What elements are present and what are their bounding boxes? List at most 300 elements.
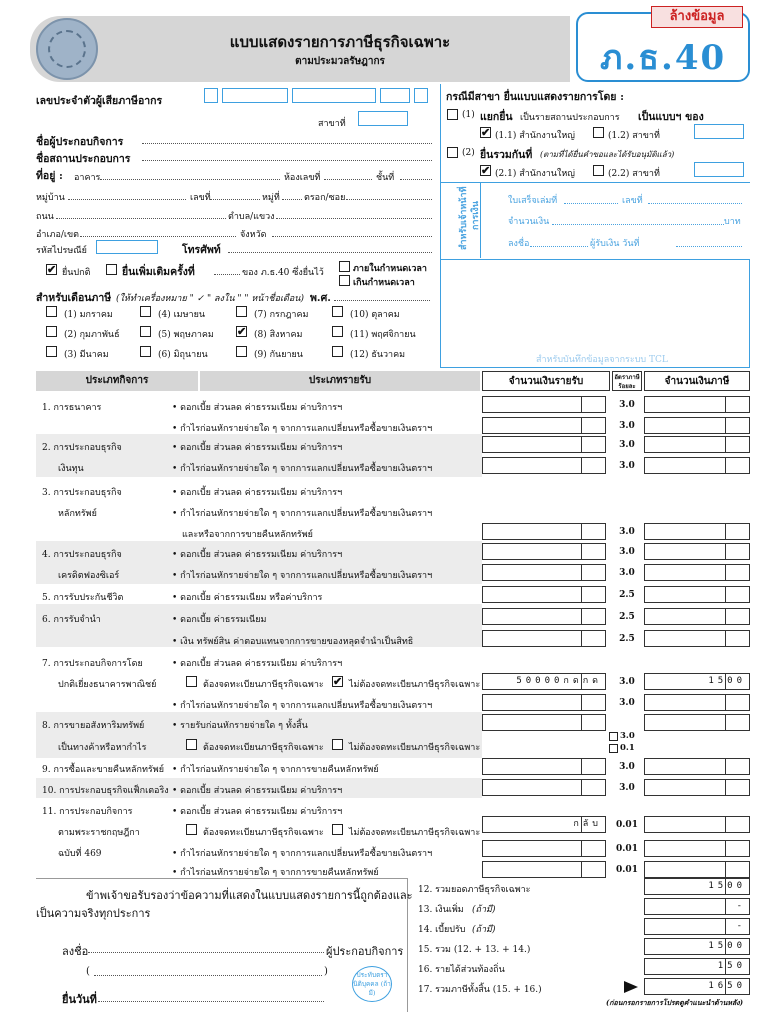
tax-amount-field[interactable] [644,608,750,625]
receipt-number-label: เลขที่ [622,196,643,206]
of-form-label: ของ ภ.ธ.40 ซึ่งยื่นไว้ [242,268,324,278]
tcl-panel-right [749,259,750,367]
date-label: ยื่นวันที่ [62,993,97,1006]
normal-filing-label: ยื่นปกติ [62,268,91,278]
income-2b: • กำไรก่อนหักรายจ่ายใด ๆ จากการแลกเปลี่ยนหรือซื้อขายเงินตราฯ [172,464,433,474]
opt12-label: (1.2) สาขาที่ [608,131,660,141]
summary-decimal-divider [725,959,726,974]
tax-decimal-divider [725,759,726,774]
income-amount-field[interactable] [482,564,606,581]
tax-amount-field[interactable] [644,816,750,833]
income-amount-field[interactable]: 50000กดกด [482,673,606,690]
village-label: หมู่บ้าน [36,193,65,203]
row8-must-register-checkbox[interactable] [186,739,197,750]
row13-label: 13. เงินเพิ่ม [418,905,464,915]
phone-label: โทรศัพท์ [182,244,221,256]
business-10: 10. การประกอบธุรกิจแฟ็กเตอริง [42,786,169,796]
opt21-label: (2.1) สำนักงานใหญ่ [495,169,575,179]
tax-decimal-divider [725,418,726,433]
past-deadline-checkbox[interactable] [339,275,350,286]
receipt-number-field[interactable] [648,203,742,204]
business-2a: 2. การประกอบธุรกิจ [42,443,122,453]
tax-id-label: เลขประจำตัวผู้เสียภาษีอากร [36,95,163,107]
amount-decimal-divider [581,674,582,689]
amount-decimal-divider [581,841,582,856]
operator-name-label: ชื่อผู้ประกอบกิจการ [36,136,124,148]
tax-amount-field[interactable]: 1500 [644,673,750,690]
tax-decimal-divider [725,841,726,856]
summary-decimal-divider [725,939,726,954]
opt22-branch-field[interactable] [694,162,744,177]
officer-sign-label: ลงชื่อ [508,239,530,249]
district-label: อำเภอ/เขต [36,230,79,240]
officer-amount-field[interactable] [552,224,724,225]
past-deadline-label: เกินกำหนดเวลา [353,278,415,288]
income-amount-field[interactable]: กลับ [482,816,606,833]
total-arrow-icon [624,981,638,993]
summary-v17-field[interactable]: 1650 [644,978,750,995]
month-label-9: (9) กันยายน [254,350,303,360]
tax-amount-field[interactable] [644,586,750,603]
month-label-12: (12) ธันวาคม [350,350,406,360]
tax-rate-value: 3.0 [619,547,635,557]
row12-label: 12. รวมยอดภาษีธุรกิจเฉพาะ [418,885,531,895]
amount-decimal-divider [581,565,582,580]
amount-decimal-divider [581,397,582,412]
row13-label-note: (ถ้ามี) [472,905,496,915]
within-deadline-label: ภายในกำหนดเวลา [353,264,427,274]
paren-close: ) [324,966,328,977]
tax-decimal-divider [725,780,726,795]
income-amount-field[interactable] [482,543,606,560]
business-7b: ปกติเยี่ยงธนาคารพาณิชย์ [58,680,157,690]
income-6a: • ดอกเบี้ย ค่าธรรมเนียม [172,615,267,625]
month-checkbox-11[interactable] [332,326,343,337]
month-checkbox-8[interactable]: ✔ [237,325,247,338]
business-name-label: ชื่อสถานประกอบการ [36,153,131,165]
phone-field[interactable] [228,252,432,253]
clear-data-button[interactable]: ล้างข้อมูล [651,6,743,28]
month-checkbox-4[interactable] [140,306,151,317]
company-stamp-area: ประทับตรา นิติบุคคล (ถ้ามี) [352,966,392,1002]
income-11a: • ดอกเบี้ย ส่วนลด ค่าธรรมเนียม ค่าบริการฯ [172,807,343,817]
amount-decimal-divider [581,780,582,795]
amount-decimal-divider [581,458,582,473]
col-tax-amount: จำนวนเงินภาษี [644,371,750,391]
opt11-label: (1.1) สำนักงานใหญ่ [495,131,575,141]
tax-decimal-divider [725,862,726,877]
officer-side-label: สำหรับเจ้าหน้าที่ [459,186,469,250]
tax-id-field-3[interactable] [292,88,376,103]
summary-v16-field[interactable]: 150 [644,958,750,975]
road-field[interactable] [56,218,226,219]
tax-rate-value: 0.01 [616,844,638,854]
operator-label: ผู้ประกอบกิจการ [326,945,404,958]
paren-open: ( [86,966,90,977]
tax-amount-field[interactable] [644,758,750,775]
income-9: • กำไรก่อนหักรายจ่ายใด ๆ จากการขายคืนหลักทรัพย์ [172,765,379,775]
separate-filing-checkbox[interactable] [447,109,458,120]
month-label-2: (2) กุมภาพันธ์ [64,330,120,340]
revenue-department-seal [36,18,98,80]
income-amount-field[interactable] [482,457,606,474]
amount-decimal-divider [581,759,582,774]
tax-rate-value: 3.0 [619,461,635,471]
month-checkbox-6[interactable] [140,346,151,357]
row11-must-register-checkbox[interactable] [186,824,197,835]
additional-filing-label: ยื่นเพิ่มเติมครั้งที่ [122,266,195,278]
tax-id-field-2[interactable] [222,88,288,103]
month-label-11: (11) พฤศจิกายน [350,330,416,340]
business-6: 6. การรับจำนำ [42,615,101,625]
income-2a: • ดอกเบี้ย ส่วนลด ค่าธรรมเนียม ค่าบริการฯ [172,443,343,453]
opt2-number: (2) [462,148,475,158]
amount-decimal-divider [581,817,582,832]
tax-amount-field[interactable] [644,543,750,560]
tax-amount-field[interactable] [644,417,750,434]
room-field[interactable] [324,179,372,180]
income-4a: • ดอกเบี้ย ส่วนลด ค่าธรรมเนียม ค่าบริการฯ [172,550,343,560]
opt12-branch-field[interactable] [694,124,744,139]
province-field[interactable] [272,236,432,237]
tax-year-field[interactable] [334,300,430,301]
income-amount-field[interactable] [482,523,606,540]
summary-v13-field[interactable]: - [644,898,750,915]
business-11c: ฉบับที่ 469 [58,849,102,859]
income-amount-field[interactable] [482,861,606,878]
month-checkbox-12[interactable] [332,346,343,357]
officer-side-label2: การเงิน [471,201,481,230]
moo-field[interactable] [282,199,302,200]
amount-decimal-divider [581,695,582,710]
opt22-checkbox[interactable] [593,165,604,176]
tax-amount-field[interactable] [644,861,750,878]
officer-baht-label: บาท [724,217,741,227]
business-5: 5. การรับประกันชีวิต [42,593,124,603]
opt1-tail: เป็นแบบฯ ของ [638,111,704,123]
tax-rate-value: 3.0 [619,762,635,772]
declaration-line1: ข้าพเจ้าขอรับรองว่าข้อความที่แสดงในแบบแสดงรายการนี้ถูกต้องและ [86,889,413,902]
col-tax-rate: อัตราภาษี ร้อยละ [612,371,642,391]
amount-decimal-divider [581,418,582,433]
income-3a: • ดอกเบี้ย ส่วนลด ค่าธรรมเนียม ค่าบริการฯ [172,488,343,498]
form-subtitle: ตามประมวลรัษฎากร [295,56,385,67]
tax-amount-field[interactable] [644,457,750,474]
amount-decimal-divider [581,524,582,539]
form-code: ภ.ธ.40 [600,38,727,78]
row17-label: 17. รวมภาษีทั้งสิ้น (15. + 16.) [418,985,542,995]
within-deadline-checkbox[interactable] [339,261,350,272]
month-checkbox-2[interactable] [46,326,57,337]
business-9: 9. การซื้อและขายคืนหลักทรัพย์ [42,765,164,775]
income-amount-field[interactable] [482,694,606,711]
tax-month-hint: (ให้ทำเครื่องหมาย " ✓ " ลงใน " " หน้าชื่อเดือน) [116,294,304,304]
tax-amount-field[interactable] [644,630,750,647]
income-1a: • ดอกเบี้ย ส่วนลด ค่าธรรมเนียม ค่าบริการฯ [172,403,343,413]
amount-decimal-divider [581,437,582,452]
footnote: (ก่อนกรอกรายการโปรดดูคำแนะนำด้านหลัง) [606,998,744,1007]
month-checkbox-5[interactable] [140,326,151,337]
month-checkbox-3[interactable] [46,346,57,357]
tax-decimal-divider [725,565,726,580]
income-1b: • กำไรก่อนหักรายจ่ายใด ๆ จากการแลกเปลี่ยนหรือซื้อขายเงินตราฯ [172,424,433,434]
tax-decimal-divider [725,631,726,646]
officer-panel-top [440,182,750,183]
building-label: อาคาร [74,173,101,183]
alley-field[interactable] [346,199,432,200]
opt21-checkbox[interactable]: ✔ [481,164,491,177]
tax-month-label: สำหรับเดือนภาษี [36,292,112,304]
form-title: แบบแสดงรายการภาษีธุรกิจเฉพาะ [229,33,451,51]
month-checkbox-10[interactable] [332,306,343,317]
income-amount-field[interactable] [482,608,606,625]
month-label-1: (1) มกราคม [64,310,113,320]
income-amount-field[interactable] [482,630,606,647]
amount-decimal-divider [581,715,582,730]
floor-field[interactable] [400,179,432,180]
subdistrict-label: ตำบล/แขวง [228,212,275,222]
officer-amount-label: จำนวนเงิน [508,217,550,227]
amount-decimal-divider [581,609,582,624]
row8-must-register-label: ต้องจดทะเบียนภาษีธุรกิจเฉพาะ [203,743,324,753]
amount-decimal-divider [581,631,582,646]
income-7a: • ดอกเบี้ย ส่วนลด ค่าธรรมเนียม ค่าบริการฯ [172,659,343,669]
number-label: เลขที่ [190,193,211,203]
opt2-bold: ยื่นรวมกันที่ [480,149,533,161]
tax-amount-field[interactable] [644,523,750,540]
tax-rate-value: 3.0 [619,400,635,410]
opt11-checkbox[interactable]: ✔ [481,126,491,139]
summary-decimal-divider [725,979,726,994]
tax-rate-value: 2.5 [619,590,635,600]
income-amount-field[interactable] [482,396,606,413]
summary-v12-field[interactable]: 1500 [644,878,750,895]
branch-number-field[interactable] [358,111,408,126]
sign-label: ลงชื่อ [62,945,89,958]
row16-label: 16. รายได้ส่วนท้องถิ่น [418,965,505,975]
row7-must-register-checkbox[interactable] [186,676,197,687]
tax-rate-value: 3.0 [619,677,635,687]
col-income-amount: จำนวนเงินรายรับ [482,371,610,391]
col-income-type: ประเภทรายรับ [200,371,480,391]
address-label: ที่อยู่ : [36,170,63,182]
tax-id-field-4[interactable] [380,88,410,103]
road-label: ถนน [36,212,54,222]
month-label-10: (10) ตุลาคม [350,310,400,320]
tax-rate-value: 2.5 [619,612,635,622]
summary-v14-field[interactable]: - [644,918,750,935]
branch-filing-heading: กรณีมีสาขา ยื่นแบบแสดงรายการโดย : [446,91,624,103]
tax-amount-field[interactable] [644,840,750,857]
income-amount-field[interactable] [482,714,606,731]
business-4a: 4. การประกอบธุรกิจ [42,550,122,560]
row7-must-register-label: ต้องจดทะเบียนภาษีธุรกิจเฉพาะ [203,680,324,690]
income-amount-field[interactable] [482,758,606,775]
income-8a: • รายรับก่อนหักรายจ่ายใด ๆ ทั้งสิ้น [172,721,308,731]
seal-emblem-icon [48,30,86,68]
officer-date-field[interactable] [676,246,742,247]
opt2-note: (ตามที่ได้ยื่นคำขอและได้รับอนุมัติแล้ว) [540,150,675,159]
village-field[interactable] [68,199,186,200]
business-7a: 7. การประกอบกิจการโดย [42,659,143,669]
tax-id-field-1[interactable] [204,88,218,103]
opt12-checkbox[interactable] [593,127,604,138]
income-amount-field[interactable] [482,586,606,603]
signature-field[interactable] [88,952,324,953]
row8-rate-01-checkbox[interactable] [609,744,618,753]
tcl-panel-left [440,259,441,367]
business-3a: 3. การประกอบธุรกิจ [42,488,122,498]
declaration-line2: เป็นความจริงทุกประการ [36,907,151,920]
business-8b: เป็นทางค้าหรือหากำไร [58,743,147,753]
tax-rate-value: 3.0 [619,421,635,431]
tax-decimal-divider [725,609,726,624]
building-field[interactable] [100,179,280,180]
tax-amount-field[interactable] [644,396,750,413]
printed-name-field[interactable] [94,975,322,976]
opt1-text: เป็นรายสถานประกอบการ [520,113,620,123]
tax-decimal-divider [725,715,726,730]
business-2b: เงินทุน [58,464,84,474]
tax-decimal-divider [725,458,726,473]
opt1-number: (1) [462,110,475,120]
month-checkbox-1[interactable] [46,306,57,317]
alley-label: ตรอก/ซอย [304,193,346,203]
month-label-8: (8) สิงหาคม [254,330,303,340]
month-label-5: (5) พฤษภาคม [158,330,214,340]
tax-decimal-divider [725,544,726,559]
tax-rate-value: 0.01 [616,820,638,830]
row14-label: 14. เบี้ยปรับ [418,925,466,935]
opt22-label: (2.2) สาขาที่ [608,169,660,179]
receipt-book-label: ใบเสร็จเล่มที่ [508,196,558,206]
business-8a: 8. การขายอสังหาริมทรัพย์ [42,721,145,731]
row8-not-register-label: ไม่ต้องจดทะเบียนภาษีธุรกิจเฉพาะ [349,743,481,753]
tax-rate-value: 3.0 [619,568,635,578]
summary-v15-field[interactable]: 1500 [644,938,750,955]
tcl-note: สำหรับบันทึกข้อมูลจากระบบ TCL [536,355,668,365]
month-label-6: (6) มิถุนายน [158,350,208,360]
tax-amount-field[interactable] [644,694,750,711]
month-label-7: (7) กรกฎาคม [254,310,309,320]
row8-rate-01-label: 0.1 [620,743,635,753]
tax-amount-field[interactable] [644,564,750,581]
right-panel-divider [440,84,441,260]
tax-rate-value: 3.0 [619,440,635,450]
tax-amount-field[interactable] [644,436,750,453]
tax-rate-value: 3.0 [619,527,635,537]
income-11c: • กำไรก่อนหักรายจ่ายใด ๆ จากการแลกเปลี่ยนหรือซื้อขายเงินตราฯ [172,849,433,859]
income-6b: • เงิน ทรัพย์สิน ค่าตอบแทนจากการขายของหลุดจำนำเป็นสิทธิ [172,637,414,647]
operator-name-field[interactable] [142,143,432,144]
combined-filing-checkbox[interactable] [447,147,458,158]
business-4b: เครดิตฟองซิเอร์ [58,571,120,581]
row11-must-register-label: ต้องจดทะเบียนภาษีธุรกิจเฉพาะ [203,828,324,838]
officer-sign-field[interactable] [530,246,588,247]
subdistrict-field[interactable] [276,218,432,219]
normal-filing-checkbox[interactable]: ✔ [47,263,57,276]
row7-not-register-checkbox[interactable]: ✔ [333,675,343,688]
district-field[interactable] [80,236,236,237]
income-amount-field[interactable] [482,417,606,434]
business-11b: ตามพระราชกฤษฎีกา [58,828,140,838]
business-3b: หลักทรัพย์ [58,509,97,519]
row8-rate-3-label: 3.0 [620,731,635,741]
tax-decimal-divider [725,437,726,452]
tax-decimal-divider [725,587,726,602]
tcl-panel-bottom [440,367,750,368]
month-checkbox-9[interactable] [236,346,247,357]
tcl-panel-top [440,259,750,260]
income-5: • ดอกเบี้ย ค่าธรรมเนียม หรือค่าบริการ [172,593,323,603]
postcode-field[interactable] [96,240,158,254]
room-label: ห้องเลขที่ [284,173,321,183]
additional-filing-checkbox[interactable] [106,264,117,275]
business-11a: 11. การประกอบกิจการ [42,807,133,817]
floor-label: ชั้นที่ [376,173,395,183]
income-amount-field[interactable] [482,779,606,796]
month-label-4: (4) เมษายน [158,310,206,320]
tax-decimal-divider [725,524,726,539]
tax-rate-value: 3.0 [619,698,635,708]
moo-label: หมู่ที่ [262,193,280,203]
province-label: จังหวัด [240,230,267,240]
tax-decimal-divider [725,817,726,832]
tax-id-field-5[interactable] [414,88,428,103]
amount-decimal-divider [581,862,582,877]
row8-rate-3-checkbox[interactable] [609,732,618,741]
income-amount-field[interactable] [482,436,606,453]
tax-rate-value: 0.01 [616,865,638,875]
row11-not-register-checkbox[interactable] [332,824,343,835]
income-10: • ดอกเบี้ย ส่วนลด ค่าธรรมเนียม ค่าบริการฯ [172,786,343,796]
number-field[interactable] [210,199,260,200]
income-3c: และหรือจากการขายคืนหลักทรัพย์ [182,530,313,540]
tax-decimal-divider [725,397,726,412]
tax-rate-value: 2.5 [619,634,635,644]
income-11d: • กำไรก่อนหักรายจ่ายใด ๆ จากการขายคืนหลักทรัพย์ [172,868,379,878]
tax-decimal-divider [725,695,726,710]
row11-not-register-label: ไม่ต้องจดทะเบียนภาษีธุรกิจเฉพาะ [349,828,481,838]
tax-rate-value: 3.0 [619,783,635,793]
row8-not-register-checkbox[interactable] [332,739,343,750]
opt1-bold: แยกยื่น [480,111,513,123]
month-checkbox-7[interactable] [236,306,247,317]
summary-decimal-divider [725,919,726,934]
income-amount-field[interactable] [482,840,606,857]
col-business-type: ประเภทกิจการ [36,371,198,391]
tax-amount-field[interactable] [644,714,750,731]
officer-receiver-label: ผู้รับเงิน วันที่ [590,239,640,249]
business-name-field[interactable] [142,160,432,161]
amount-decimal-divider [581,587,582,602]
date-field[interactable] [98,1001,324,1002]
tax-amount-field[interactable] [644,779,750,796]
row14-label-note: (ถ้ามี) [472,925,496,935]
business-1: 1. การธนาคาร [42,403,102,413]
additional-filing-number-field[interactable] [214,274,240,275]
income-7c: • กำไรก่อนหักรายจ่ายใด ๆ จากการแลกเปลี่ยนหรือซื้อขายเงินตราฯ [172,701,433,711]
summary-decimal-divider [725,879,726,894]
month-label-3: (3) มีนาคม [64,350,109,360]
amount-decimal-divider [581,544,582,559]
income-4b: • กำไรก่อนหักรายจ่ายใด ๆ จากการแลกเปลี่ยนหรือซื้อขายเงินตราฯ [172,571,433,581]
receipt-book-field[interactable] [564,203,618,204]
income-3b: • กำไรก่อนหักรายจ่ายใด ๆ จากการแลกเปลี่ยนหรือซื้อขายเงินตราฯ [172,509,433,519]
branch-label: สาขาที่ [318,119,346,129]
tax-decimal-divider [725,674,726,689]
row15-label: 15. รวม (12. + 13. + 14.) [418,945,531,955]
